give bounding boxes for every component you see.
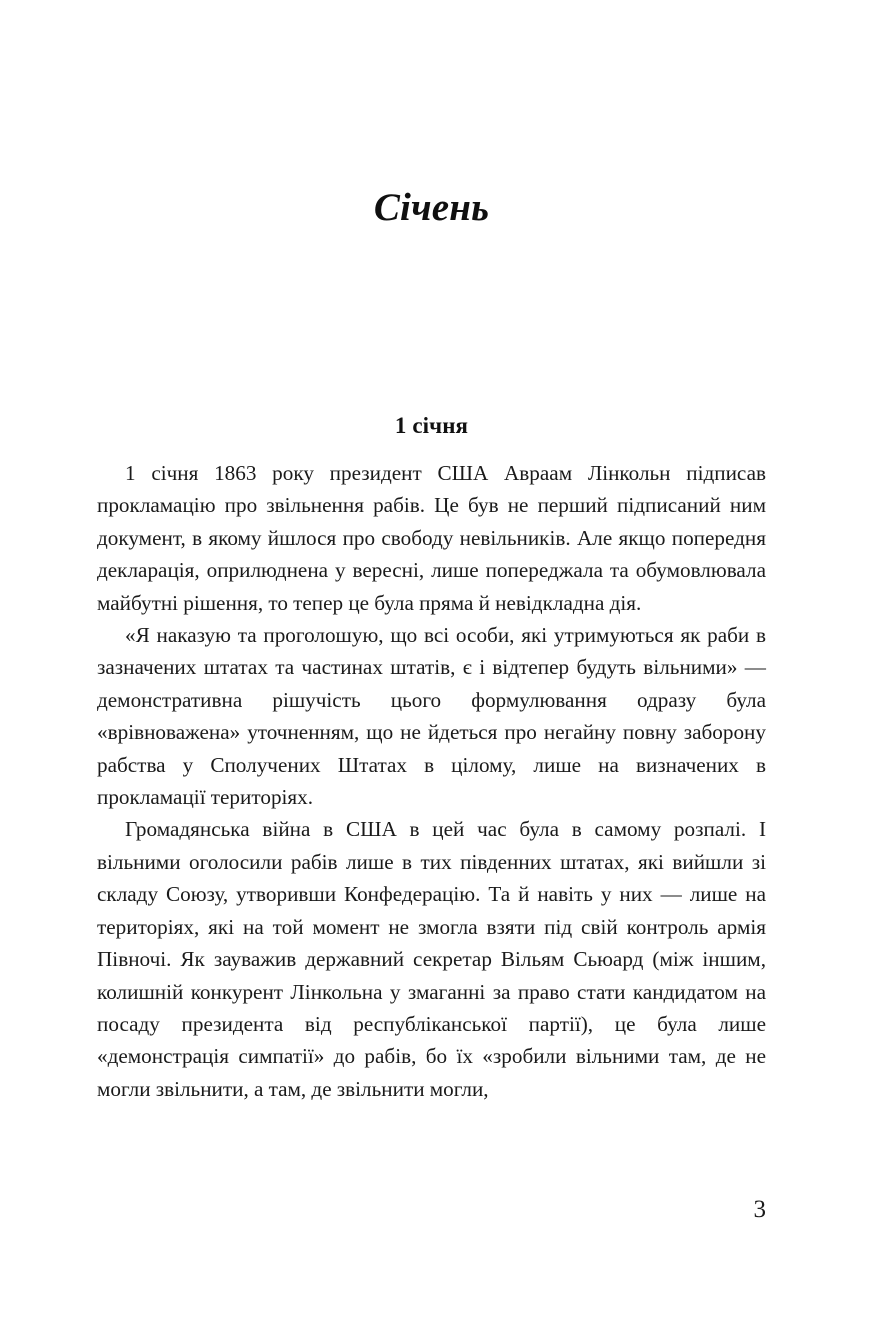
paragraph: «Я наказую та проголошую, що всі особи, які утримуються як раби в зазначених штатах та частинах штатів, є і відтепер будуть вільними» — демонстративна рішучість цього формулювання одразу була «врівноважена» уточненням, що не йдеться про негайну повну заборону рабства у Сполучених Штатах в цілому, лише на визначених в прокламації територіях. — [97, 623, 766, 810]
body-text — [97, 457, 766, 1105]
entry-heading: 1 січня — [394, 413, 469, 439]
chapter-title: Січень — [373, 186, 490, 230]
page-number: 3 — [753, 1196, 766, 1223]
paragraph: Громадянська війна в США в цей час була в самому розпалі. І вільними оголосили рабів лише в тих південних штатах, які вийшли зі складу Союзу, утворивши Конфедерацію. Та й навіть у них — лише на територіях, які на той момент не змогла взяти під свій контроль армія Півночі. Як зауважив державний секретар Вільям Сьюард (між іншим, колишній конкурент Лінкольна у змаганні за право стати кандидатом на посаду президента від республіканської партії), це була лише «демонстрація симпатії» до рабів, бо їх «зробили вільними там, де не могли звільнити, а там, де звільнити могли, — [97, 817, 766, 1101]
paragraph: 1 січня 1863 року президент США Авраам Лінкольн підписав прокламацію про звільнення рабів. Це був не перший підписаний ним документ, в якому йшлося про свободу невільників. Але якщо попередня декларація, оприлюднена у вересні, лише попереджала та обумовлювала майбутні рішення, то тепер це була пряма й невідкладна дія. — [97, 461, 766, 615]
text-column — [97, 0, 766, 1329]
